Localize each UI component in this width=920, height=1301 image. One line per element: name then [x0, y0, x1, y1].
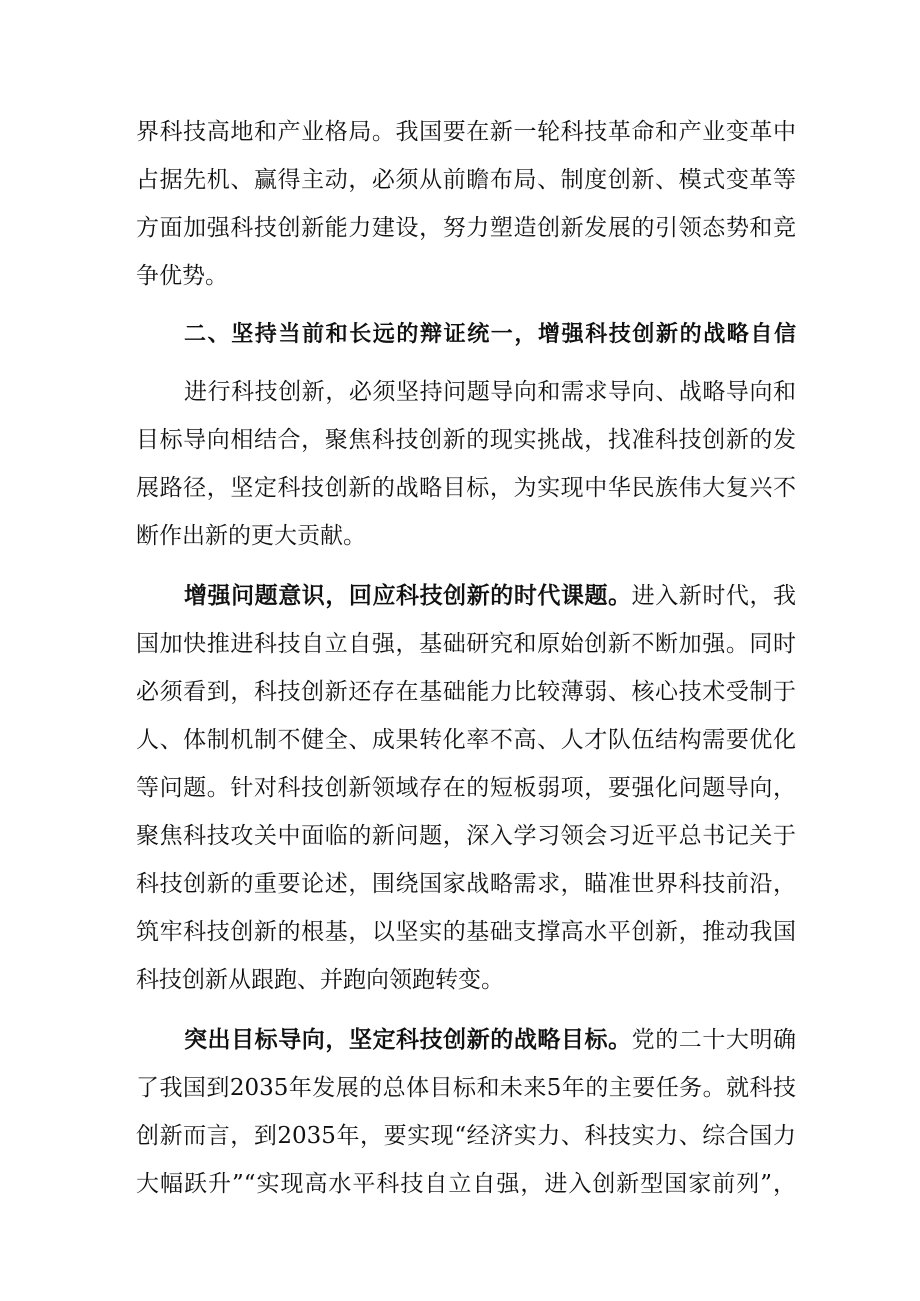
para3-line-2: 国加快推进科技自立自强，基础研究和原始创新不断加强。同时 — [136, 631, 796, 657]
para3-line-1 — [184, 576, 796, 616]
para4-line-2: 了我国到2035年发展的总体目标和未来5年的主要任务。就科技 — [136, 1075, 796, 1101]
para1-line-2: 占据先机、赢得主动，必须从前瞻布局、制度创新、模式变革等 — [136, 167, 796, 193]
para3-line-8: 筑牢科技创新的根基，以坚实的基础支撑高水平创新，推动我国 — [136, 919, 796, 945]
para1-line-1: 界科技高地和产业格局。我国要在新一轮科技革命和产业变革中 — [136, 119, 796, 145]
section-heading: 二、坚持当前和长远的辩证统一，增强科技创新的战略自信 — [184, 322, 796, 347]
para3-line-7: 科技创新的重要论述，围绕国家战略需求，瞄准世界科技前沿， — [136, 871, 796, 897]
para3-line-1-rest: 进入新时代，我 — [631, 583, 796, 609]
para1-line-4: 争优势。 — [136, 263, 228, 289]
para3-line-9: 科技创新从跟跑、并跑向领跑转变。 — [136, 967, 504, 993]
para4-bold-lead: 突出目标导向，坚定科技创新的战略目标。 — [184, 1026, 632, 1053]
para2-line-1: 进行科技创新，必须坚持问题导向和需求导向、战略导向和 — [184, 379, 796, 405]
para3-line-6: 聚焦科技攻关中面临的新问题，深入学习领会习近平总书记关于 — [136, 823, 796, 849]
para4-line-4: 大幅跃升”“实现高水平科技自立自强，进入创新型国家前列”， — [136, 1171, 796, 1197]
para2-line-2: 目标导向相结合，聚焦科技创新的现实挑战，找准科技创新的发 — [136, 427, 796, 453]
para4-line-3: 创新而言，到2035年，要实现“经济实力、科技实力、综合国力 — [136, 1123, 796, 1149]
para3-line-3: 必须看到，科技创新还存在基础能力比较薄弱、核心技术受制于 — [136, 679, 796, 705]
para2-line-3: 展路径，坚定科技创新的战略目标，为实现中华民族伟大复兴不 — [136, 475, 796, 501]
para4-line-1 — [184, 1020, 796, 1060]
para2-line-4: 断作出新的更大贡献。 — [136, 523, 366, 549]
para3-bold-lead: 增强问题意识，回应科技创新的时代课题。 — [184, 582, 632, 609]
para4-line-1-rest: 党的二十大明确 — [631, 1027, 796, 1053]
para3-line-4: 人、体制机制不健全、成果转化率不高、人才队伍结构需要优化 — [136, 727, 796, 753]
para3-line-5: 等问题。针对科技创新领域存在的短板弱项，要强化问题导向， — [136, 775, 796, 801]
para1-line-3: 方面加强科技创新能力建设，努力塑造创新发展的引领态势和竞 — [136, 215, 796, 241]
